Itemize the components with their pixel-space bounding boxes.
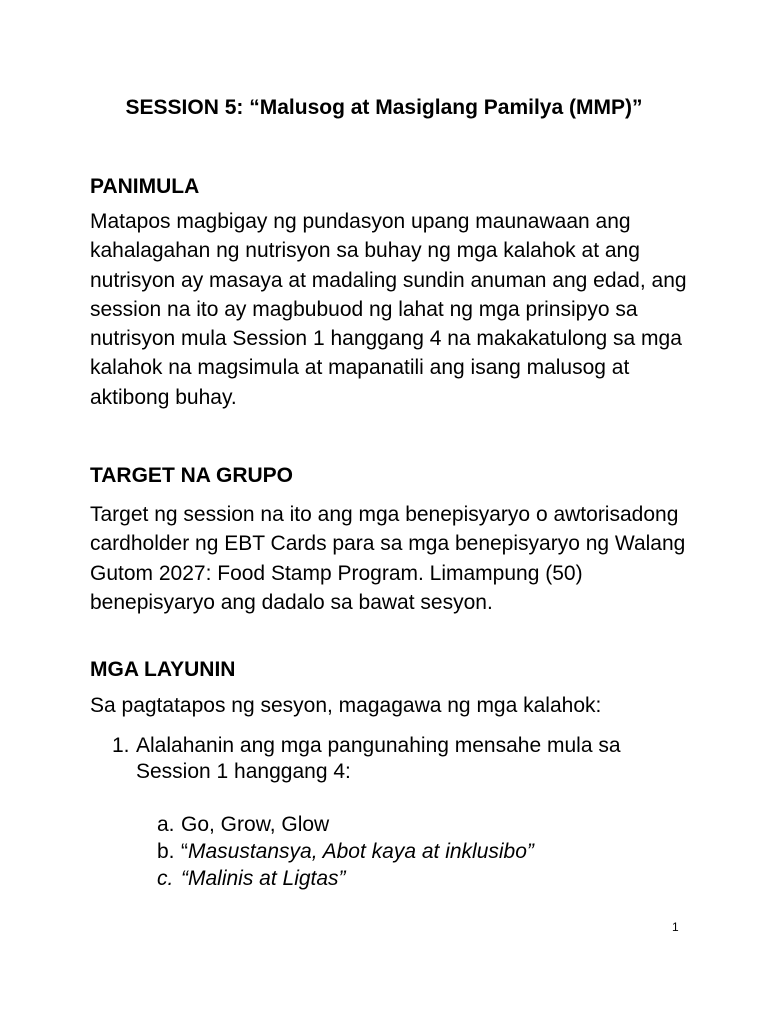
list-item-text: Alalahanin ang mga pangunahing mensahe mula sa Session 1 hanggang 4: [136, 734, 621, 783]
sub-item-marker: c. [157, 867, 174, 890]
sub-item-text [181, 812, 329, 838]
page-number: 1 [672, 920, 679, 934]
sub-item-text [181, 839, 534, 865]
sub-item-marker: a. [157, 813, 175, 836]
sub-item-content: Go, Grow, Glow [181, 813, 330, 836]
heading-panimula: PANIMULA [90, 175, 200, 198]
paragraph-target-na-grupo: Target ng session na ito ang mga benepisyaryo o awtorisadong cardholder ng EBT Cards para sa mga benepisyaryo ng Walang Gutom 2027: Food Stamp Program. Limampung (50) benepisyaryo ang dadalo sa bawat sesyon. [90, 503, 686, 614]
list-number: 1. [112, 734, 130, 757]
sub-item-content: Masustansya, Abot kaya at inklusibo” [188, 840, 534, 863]
paragraph-layunin-intro: Sa pagtatapos ng sesyon, magagawa ng mga kalahok: [90, 694, 602, 717]
document-title: SESSION 5: “Malusog at Masiglang Pamilya (MMP)” [125, 96, 643, 119]
paragraph-panimula: Matapos magbigay ng pundasyon upang maunawaan ang kahalagahan ng nutrisyon sa buhay ng mga kalahok at ang nutrisyon ay masaya at madaling sundin anuman ang edad, ang session na ito ay magbubuod ng lahat ng mga prinsipyo sa nutrisyon mula Session 1 hanggang 4 na makakatulong sa mga kalahok na magsimula at mapanatili ang isang malusog at aktibong buhay. [90, 210, 687, 409]
sub-item-prefix: “ [181, 840, 188, 863]
sub-item-text [181, 866, 346, 892]
sub-item-content: “Malinis at Ligtas” [181, 867, 346, 890]
heading-target-na-grupo: TARGET NA GRUPO [90, 464, 293, 487]
sub-item-marker: b. [157, 840, 175, 863]
heading-mga-layunin: MGA LAYUNIN [90, 658, 236, 681]
